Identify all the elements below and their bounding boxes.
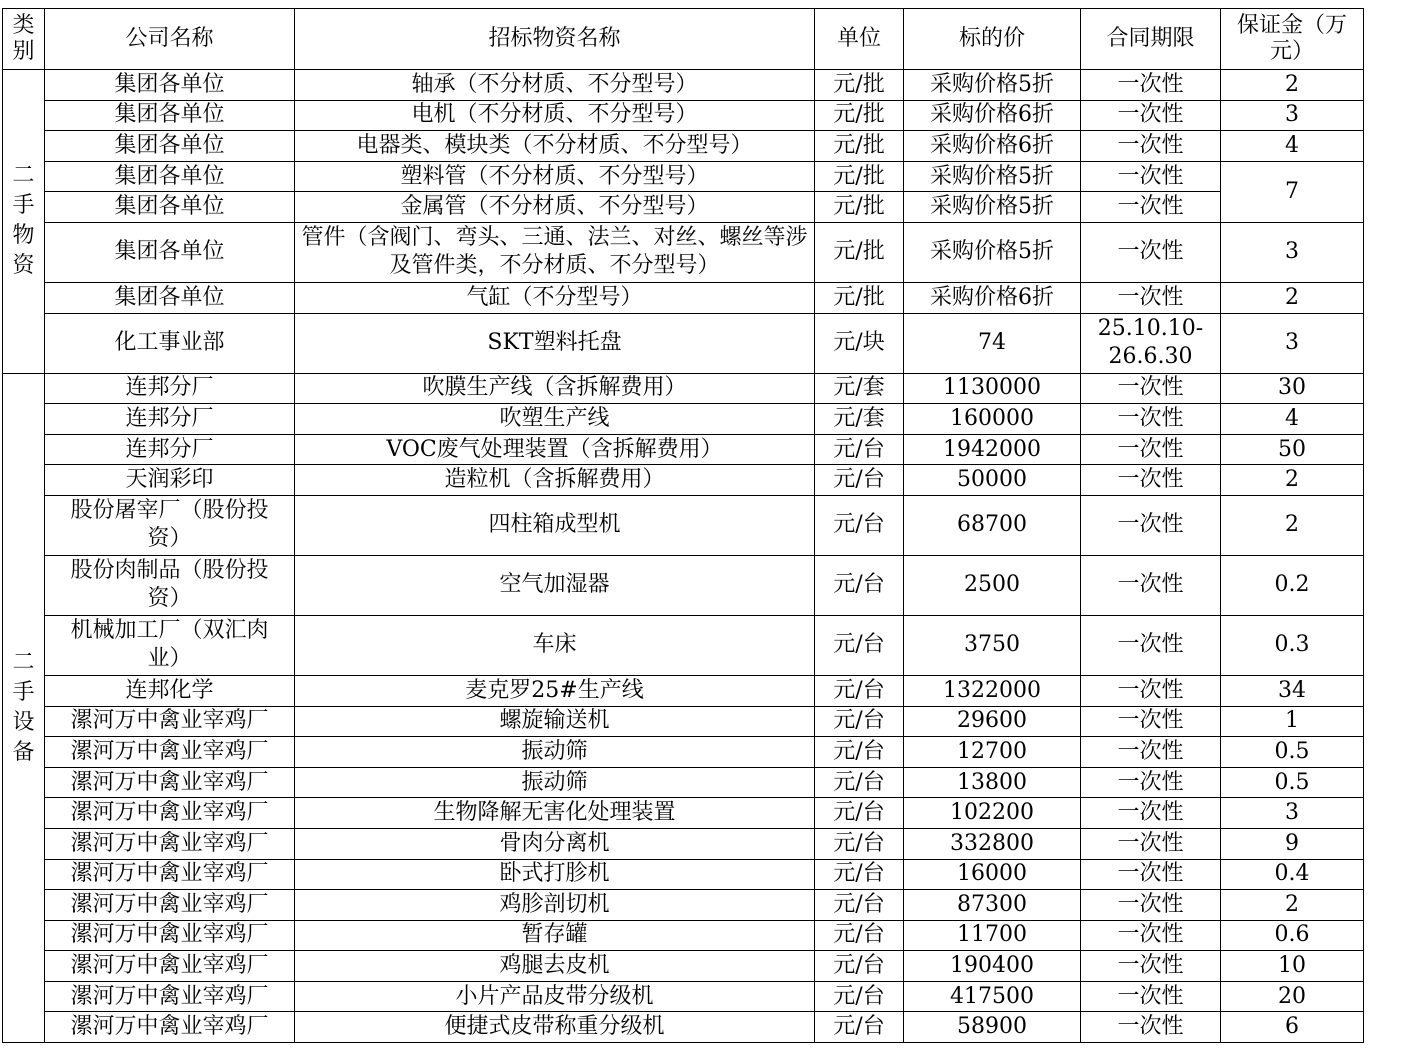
cell-item: 电机（不分材质、不分型号） (295, 100, 815, 131)
cell-company: 集团各单位 (45, 70, 295, 101)
cell-company: 集团各单位 (45, 222, 295, 282)
cell-deposit: 2 (1221, 465, 1364, 496)
cell-unit: 元/块 (815, 313, 904, 373)
cell-price: 16000 (904, 859, 1081, 890)
cell-term: 一次性 (1081, 920, 1221, 951)
table-row (3, 313, 1364, 373)
table-row (3, 222, 1364, 282)
table-row (3, 859, 1364, 890)
table-row (3, 192, 1364, 223)
cell-item: 暂存罐 (295, 920, 815, 951)
cell-item: 四柱箱成型机 (295, 495, 815, 555)
cell-item: 鸡腿去皮机 (295, 951, 815, 982)
cell-term: 一次性 (1081, 981, 1221, 1012)
cell-price: 74 (904, 313, 1081, 373)
cell-unit: 元/台 (815, 737, 904, 768)
cell-term: 一次性 (1081, 859, 1221, 890)
cell-item: 小片产品皮带分级机 (295, 981, 815, 1012)
cell-unit: 元/台 (815, 828, 904, 859)
cell-price: 采购价格6折 (904, 131, 1081, 162)
cell-unit: 元/台 (815, 615, 904, 675)
cell-deposit: 3 (1221, 313, 1364, 373)
cell-price: 332800 (904, 828, 1081, 859)
cell-company: 漯河万中禽业宰鸡厂 (45, 920, 295, 951)
cell-deposit: 10 (1221, 951, 1364, 982)
cell-deposit: 1 (1221, 706, 1364, 737)
cell-company: 漯河万中禽业宰鸡厂 (45, 706, 295, 737)
cell-price: 1130000 (904, 373, 1081, 404)
cell-deposit: 2 (1221, 282, 1364, 313)
cell-unit: 元/批 (815, 282, 904, 313)
cell-price: 采购价格5折 (904, 161, 1081, 192)
cell-term: 一次性 (1081, 706, 1221, 737)
cell-item: 气缸（不分型号） (295, 282, 815, 313)
cell-unit: 元/套 (815, 373, 904, 404)
cell-term: 25.10.10-26.6.30 (1081, 313, 1221, 373)
cell-deposit: 20 (1221, 981, 1364, 1012)
cell-price: 采购价格6折 (904, 100, 1081, 131)
cell-price: 102200 (904, 798, 1081, 829)
cell-deposit: 2 (1221, 495, 1364, 555)
cell-item: 卧式打胗机 (295, 859, 815, 890)
cell-company: 漯河万中禽业宰鸡厂 (45, 890, 295, 921)
cell-term: 一次性 (1081, 161, 1221, 192)
cell-item: 电器类、模块类（不分材质、不分型号） (295, 131, 815, 162)
cell-price: 2500 (904, 555, 1081, 615)
cell-price: 160000 (904, 404, 1081, 435)
cell-price: 29600 (904, 706, 1081, 737)
cell-unit: 元/台 (815, 890, 904, 921)
table-row (3, 675, 1364, 706)
table-row (3, 100, 1364, 131)
cell-item: 麦克罗25#生产线 (295, 675, 815, 706)
cell-term: 一次性 (1081, 737, 1221, 768)
cell-item: 空气加湿器 (295, 555, 815, 615)
cell-company: 集团各单位 (45, 192, 295, 223)
cell-term: 一次性 (1081, 100, 1221, 131)
cell-company: 集团各单位 (45, 282, 295, 313)
cell-deposit: 9 (1221, 828, 1364, 859)
cell-term: 一次性 (1081, 434, 1221, 465)
cell-unit: 元/台 (815, 920, 904, 951)
cell-company: 集团各单位 (45, 100, 295, 131)
cell-unit: 元/台 (815, 981, 904, 1012)
cell-company: 股份屠宰厂（股份投资） (45, 495, 295, 555)
cell-price: 采购价格5折 (904, 70, 1081, 101)
cell-item: VOC废气处理装置（含拆解费用） (295, 434, 815, 465)
cell-deposit: 4 (1221, 404, 1364, 435)
cell-term: 一次性 (1081, 465, 1221, 496)
table-header (3, 9, 1364, 70)
cell-unit: 元/批 (815, 100, 904, 131)
cell-item: 振动筛 (295, 737, 815, 768)
table-row (3, 555, 1364, 615)
cell-term: 一次性 (1081, 282, 1221, 313)
cell-term: 一次性 (1081, 675, 1221, 706)
cell-term: 一次性 (1081, 495, 1221, 555)
cell-item: 车床 (295, 615, 815, 675)
table-row (3, 70, 1364, 101)
cell-deposit: 2 (1221, 890, 1364, 921)
cell-deposit: 0.2 (1221, 555, 1364, 615)
cell-unit: 元/台 (815, 798, 904, 829)
cell-deposit: 7 (1221, 161, 1364, 222)
header-company: 公司名称 (45, 9, 295, 70)
cell-unit: 元/批 (815, 192, 904, 223)
cell-deposit: 3 (1221, 100, 1364, 131)
cell-deposit: 3 (1221, 798, 1364, 829)
cell-company: 集团各单位 (45, 131, 295, 162)
cell-unit: 元/批 (815, 161, 904, 192)
table-row (3, 1012, 1364, 1043)
cell-term: 一次性 (1081, 615, 1221, 675)
cell-company: 连邦分厂 (45, 404, 295, 435)
cell-price: 68700 (904, 495, 1081, 555)
table-row (3, 131, 1364, 162)
cell-term: 一次性 (1081, 131, 1221, 162)
cell-price: 13800 (904, 767, 1081, 798)
cell-term: 一次性 (1081, 70, 1221, 101)
cell-unit: 元/台 (815, 1012, 904, 1043)
cell-term: 一次性 (1081, 890, 1221, 921)
table-row (3, 706, 1364, 737)
cell-price: 采购价格5折 (904, 222, 1081, 282)
cell-deposit: 0.5 (1221, 767, 1364, 798)
table-row (3, 373, 1364, 404)
cell-company: 集团各单位 (45, 161, 295, 192)
cell-unit: 元/台 (815, 859, 904, 890)
cell-unit: 元/台 (815, 706, 904, 737)
cell-unit: 元/套 (815, 404, 904, 435)
cell-price: 11700 (904, 920, 1081, 951)
table-row (3, 434, 1364, 465)
cell-item: 吹塑生产线 (295, 404, 815, 435)
cell-deposit: 4 (1221, 131, 1364, 162)
cell-company: 漯河万中禽业宰鸡厂 (45, 859, 295, 890)
cell-deposit: 3 (1221, 222, 1364, 282)
table-row (3, 495, 1364, 555)
cell-item: 鸡胗剖切机 (295, 890, 815, 921)
category-cell: 二手设备 (3, 373, 45, 1043)
cell-price: 87300 (904, 890, 1081, 921)
cell-company: 漯河万中禽业宰鸡厂 (45, 1012, 295, 1043)
table-row (3, 798, 1364, 829)
cell-deposit: 0.6 (1221, 920, 1364, 951)
cell-company: 漯河万中禽业宰鸡厂 (45, 767, 295, 798)
cell-price: 190400 (904, 951, 1081, 982)
cell-term: 一次性 (1081, 767, 1221, 798)
table-row (3, 465, 1364, 496)
cell-term: 一次性 (1081, 798, 1221, 829)
table-row (3, 920, 1364, 951)
cell-unit: 元/批 (815, 70, 904, 101)
cell-price: 1322000 (904, 675, 1081, 706)
cell-company: 化工事业部 (45, 313, 295, 373)
cell-item: 便捷式皮带称重分级机 (295, 1012, 815, 1043)
cell-company: 天润彩印 (45, 465, 295, 496)
cell-company: 漯河万中禽业宰鸡厂 (45, 951, 295, 982)
cell-item: 造粒机（含拆解费用） (295, 465, 815, 496)
cell-company: 漯河万中禽业宰鸡厂 (45, 798, 295, 829)
header-deposit: 保证金（万元） (1221, 9, 1364, 70)
cell-term: 一次性 (1081, 1012, 1221, 1043)
cell-price: 3750 (904, 615, 1081, 675)
table-row (3, 951, 1364, 982)
cell-deposit: 6 (1221, 1012, 1364, 1043)
table-row (3, 767, 1364, 798)
cell-price: 12700 (904, 737, 1081, 768)
table-row (3, 981, 1364, 1012)
cell-term: 一次性 (1081, 404, 1221, 435)
header-unit: 单位 (815, 9, 904, 70)
cell-price: 417500 (904, 981, 1081, 1012)
table-row (3, 615, 1364, 675)
table-body (3, 70, 1364, 1043)
cell-item: SKT塑料托盘 (295, 313, 815, 373)
cell-unit: 元/批 (815, 222, 904, 282)
table-row (3, 282, 1364, 313)
cell-deposit: 0.3 (1221, 615, 1364, 675)
cell-unit: 元/台 (815, 951, 904, 982)
cell-price: 采购价格5折 (904, 192, 1081, 223)
cell-company: 漯河万中禽业宰鸡厂 (45, 828, 295, 859)
cell-unit: 元/台 (815, 555, 904, 615)
table-row (3, 890, 1364, 921)
cell-item: 吹膜生产线（含拆解费用） (295, 373, 815, 404)
cell-deposit: 2 (1221, 70, 1364, 101)
cell-price: 采购价格6折 (904, 282, 1081, 313)
cell-unit: 元/批 (815, 131, 904, 162)
cell-company: 连邦分厂 (45, 373, 295, 404)
cell-item: 振动筛 (295, 767, 815, 798)
table-row (3, 404, 1364, 435)
cell-term: 一次性 (1081, 555, 1221, 615)
table-row (3, 737, 1364, 768)
cell-unit: 元/台 (815, 675, 904, 706)
cell-term: 一次性 (1081, 192, 1221, 223)
header-term: 合同期限 (1081, 9, 1221, 70)
cell-item: 金属管（不分材质、不分型号） (295, 192, 815, 223)
cell-deposit: 0.4 (1221, 859, 1364, 890)
cell-company: 漯河万中禽业宰鸡厂 (45, 981, 295, 1012)
cell-term: 一次性 (1081, 951, 1221, 982)
cell-item: 管件（含阀门、弯头、三通、法兰、对丝、螺丝等涉及管件类，不分材质、不分型号） (295, 222, 815, 282)
header-price: 标的价 (904, 9, 1081, 70)
cell-unit: 元/台 (815, 434, 904, 465)
cell-term: 一次性 (1081, 373, 1221, 404)
cell-company: 股份肉制品（股份投资） (45, 555, 295, 615)
cell-price: 50000 (904, 465, 1081, 496)
cell-price: 1942000 (904, 434, 1081, 465)
cell-item: 生物降解无害化处理装置 (295, 798, 815, 829)
cell-deposit: 50 (1221, 434, 1364, 465)
cell-term: 一次性 (1081, 828, 1221, 859)
cell-deposit: 34 (1221, 675, 1364, 706)
cell-unit: 元/台 (815, 767, 904, 798)
cell-term: 一次性 (1081, 222, 1221, 282)
cell-company: 漯河万中禽业宰鸡厂 (45, 737, 295, 768)
cell-unit: 元/台 (815, 465, 904, 496)
bidding-materials-table (2, 8, 1364, 1043)
cell-deposit: 30 (1221, 373, 1364, 404)
cell-company: 机械加工厂（双汇肉业） (45, 615, 295, 675)
cell-price: 58900 (904, 1012, 1081, 1043)
cell-unit: 元/台 (815, 495, 904, 555)
cell-company: 连邦化学 (45, 675, 295, 706)
table-row (3, 828, 1364, 859)
category-cell: 二手物资 (3, 70, 45, 374)
cell-deposit: 0.5 (1221, 737, 1364, 768)
cell-item: 螺旋输送机 (295, 706, 815, 737)
cell-item: 塑料管（不分材质、不分型号） (295, 161, 815, 192)
cell-item: 骨肉分离机 (295, 828, 815, 859)
cell-item: 轴承（不分材质、不分型号） (295, 70, 815, 101)
cell-company: 连邦分厂 (45, 434, 295, 465)
header-category: 类别 (3, 9, 45, 70)
table-row (3, 161, 1364, 192)
header-item: 招标物资名称 (295, 9, 815, 70)
